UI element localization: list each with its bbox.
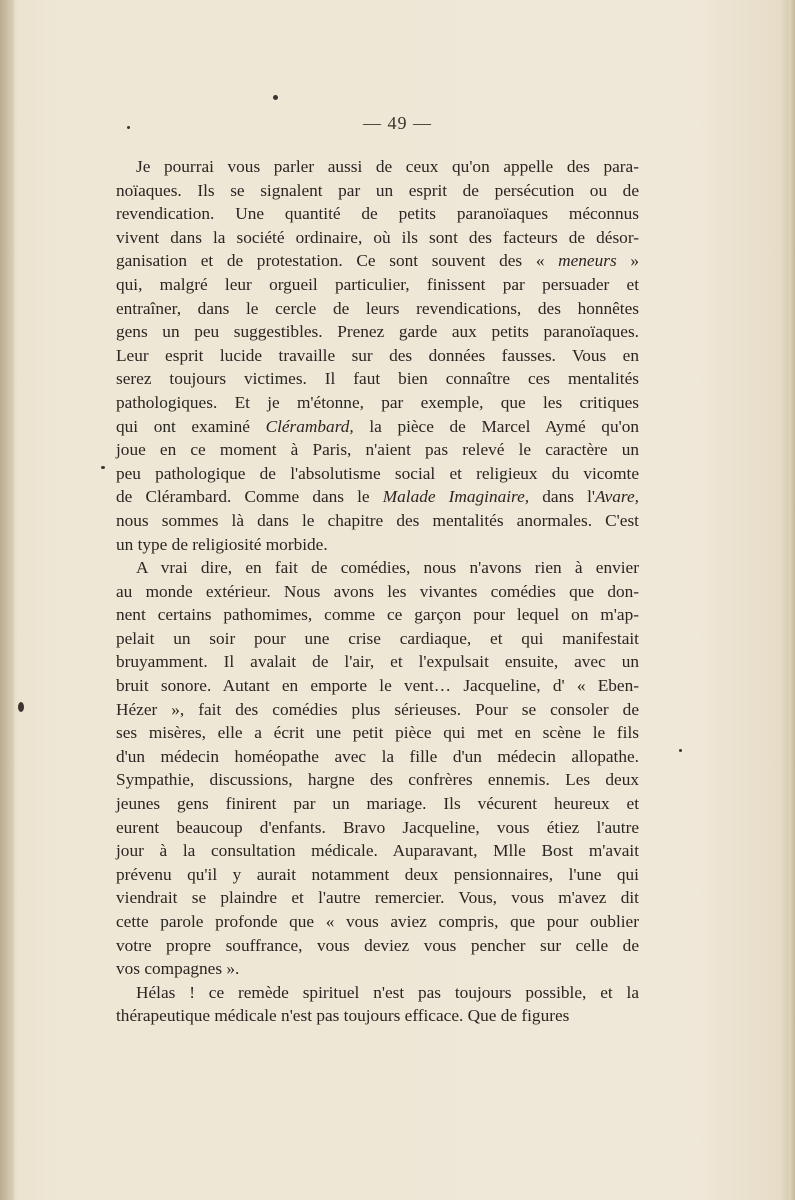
text-line bbox=[116, 957, 639, 981]
text-line bbox=[116, 155, 639, 179]
text-line bbox=[116, 981, 639, 1005]
paragraph bbox=[116, 556, 639, 981]
text-run: bruyamment. Il avalait de l'air, et l'expulsait ensuite, avec un bbox=[116, 652, 639, 672]
text-line bbox=[116, 509, 639, 533]
text-line bbox=[116, 179, 639, 203]
text-line bbox=[116, 627, 639, 651]
text-line bbox=[116, 391, 639, 415]
text-run: Sympathie, discussions, hargne des confrères ennemis. Les deux bbox=[116, 770, 639, 790]
text-run: thérapeutique médicale n'est pas toujours efficace. Que de figures bbox=[116, 1006, 570, 1026]
text-line bbox=[116, 226, 639, 250]
text-line bbox=[116, 910, 639, 934]
italic-text-run: meneurs bbox=[558, 251, 617, 271]
text-line bbox=[116, 273, 639, 297]
text-run: d'un médecin homéopathe avec la fille d'un médecin allopathe. bbox=[116, 746, 639, 766]
text-run: au monde extérieur. Nous avons les vivantes comédies que don- bbox=[116, 581, 639, 601]
text-run: nous sommes là dans le chapitre des mentalités anormales. C'est bbox=[116, 510, 639, 530]
text-run: bruit sonore. Autant en emporte le vent… Jacqueline, d' « Eben- bbox=[116, 676, 639, 696]
text-run: entraîner, dans le cercle de leurs revendications, des honnêtes bbox=[116, 298, 639, 318]
text-line bbox=[116, 367, 639, 391]
text-line bbox=[116, 816, 639, 840]
page-right-edge-shadow bbox=[789, 0, 795, 1200]
ink-speck bbox=[273, 95, 278, 100]
text-run: qui, malgré leur orgueil particulier, finissent par persuader et bbox=[116, 274, 639, 294]
text-line bbox=[116, 934, 639, 958]
text-line bbox=[116, 1004, 639, 1028]
text-run: un type de religiosité morbide. bbox=[116, 534, 328, 554]
text-run: vos compagnes ». bbox=[116, 959, 240, 979]
text-line bbox=[116, 556, 639, 580]
text-run: noïaques. Ils se signalent par un esprit de persécution ou de bbox=[116, 180, 639, 200]
italic-text-run: Avare, bbox=[595, 487, 639, 507]
text-run: de Clérambard. Comme dans le bbox=[116, 487, 383, 507]
text-line bbox=[116, 202, 639, 226]
text-run: ses misères, elle a écrit une petit pièce qui met en scène le fils bbox=[116, 723, 639, 743]
text-line bbox=[116, 415, 639, 439]
text-run: serez toujours victimes. Il faut bien connaître ces mentalités bbox=[116, 369, 639, 389]
text-run: vivent dans la société ordinaire, où ils sont des facteurs de désor- bbox=[116, 227, 639, 247]
text-run: la pièce de Marcel Aymé qu'on bbox=[353, 416, 639, 436]
text-run: ganisation et de protestation. Ce sont souvent des « bbox=[116, 251, 559, 271]
text-line bbox=[116, 745, 639, 769]
text-line bbox=[116, 650, 639, 674]
text-run: joue en ce moment à Paris, n'aient pas relevé le caractère un bbox=[116, 440, 639, 460]
text-run: Je pourrai vous parler aussi de ceux qu'on appelle des para- bbox=[136, 157, 639, 176]
text-run: pathologiques. Et je m'étonne, par exemple, que les critiques bbox=[116, 392, 639, 412]
ink-speck bbox=[18, 702, 24, 712]
italic-text-run: Malade Imaginaire, bbox=[382, 487, 530, 507]
text-run: dans l' bbox=[529, 487, 595, 507]
text-run: Leur esprit lucide travaille sur des données fausses. Vous en bbox=[116, 345, 639, 365]
ink-speck bbox=[101, 466, 105, 469]
text-line bbox=[116, 721, 639, 745]
text-line bbox=[116, 792, 639, 816]
text-run: eurent beaucoup d'enfants. Bravo Jacqueline, vous étiez l'autre bbox=[116, 817, 639, 837]
text-run: votre propre souffrance, vous deviez vous pencher sur celle de bbox=[116, 935, 639, 955]
body-text bbox=[116, 155, 639, 1028]
text-line bbox=[116, 533, 639, 557]
text-run: A vrai dire, en fait de comédies, nous n'avons rien à envier bbox=[136, 558, 639, 578]
text-run: gens un peu suggestibles. Prenez garde aux petits paranoïaques. bbox=[116, 322, 639, 342]
text-run: nent certains pathomimes, comme ce garçon pour lequel on m'ap- bbox=[116, 605, 639, 625]
text-line bbox=[116, 297, 639, 321]
text-line bbox=[116, 344, 639, 368]
text-run: cette parole profonde que « vous aviez compris, que pour oublier bbox=[116, 912, 639, 931]
text-line bbox=[116, 674, 639, 698]
text-run: Hélas ! ce remède spirituel n'est pas toujours possible, et la bbox=[136, 982, 639, 1002]
page-number: — 49 — bbox=[363, 113, 432, 133]
text-line bbox=[116, 698, 639, 722]
text-line bbox=[116, 580, 639, 604]
text-run: prévenu qu'il y aurait notamment deux pensionnaires, l'une qui bbox=[116, 864, 639, 884]
text-line bbox=[116, 438, 639, 462]
text-line bbox=[116, 863, 639, 887]
text-run: qui ont examiné bbox=[116, 416, 266, 436]
text-line bbox=[116, 603, 639, 627]
text-line bbox=[116, 249, 639, 273]
text-run: pelait un soir pour une crise cardiaque, et qui manifestait bbox=[116, 628, 639, 648]
paragraph bbox=[116, 981, 639, 1028]
text-line bbox=[116, 485, 639, 509]
page-left-edge-shadow bbox=[0, 0, 14, 1200]
ink-speck bbox=[679, 749, 682, 752]
text-run: viendrait se plaindre et l'autre remercier. Vous, vous m'avez dit bbox=[116, 888, 639, 908]
text-line bbox=[116, 839, 639, 863]
text-run: jour à la consultation médicale. Auparavant, Mlle Bost m'avait bbox=[116, 841, 639, 861]
italic-text-run: Clérambard, bbox=[265, 416, 354, 436]
text-run: Hézer », fait des comédies plus sérieuses. Pour se consoler de bbox=[116, 699, 639, 719]
text-run: » bbox=[616, 251, 640, 271]
text-line bbox=[116, 886, 639, 910]
text-run: jeunes gens finirent par un mariage. Ils vécurent heureux et bbox=[116, 794, 639, 814]
text-run: revendication. Une quantité de petits paranoïaques méconnus bbox=[116, 204, 639, 224]
paragraph bbox=[116, 155, 639, 556]
text-line bbox=[116, 320, 639, 344]
text-run: peu pathologique de l'absolutisme social et religieux du vicomte bbox=[116, 463, 639, 483]
text-line bbox=[116, 768, 639, 792]
text-line bbox=[116, 462, 639, 486]
